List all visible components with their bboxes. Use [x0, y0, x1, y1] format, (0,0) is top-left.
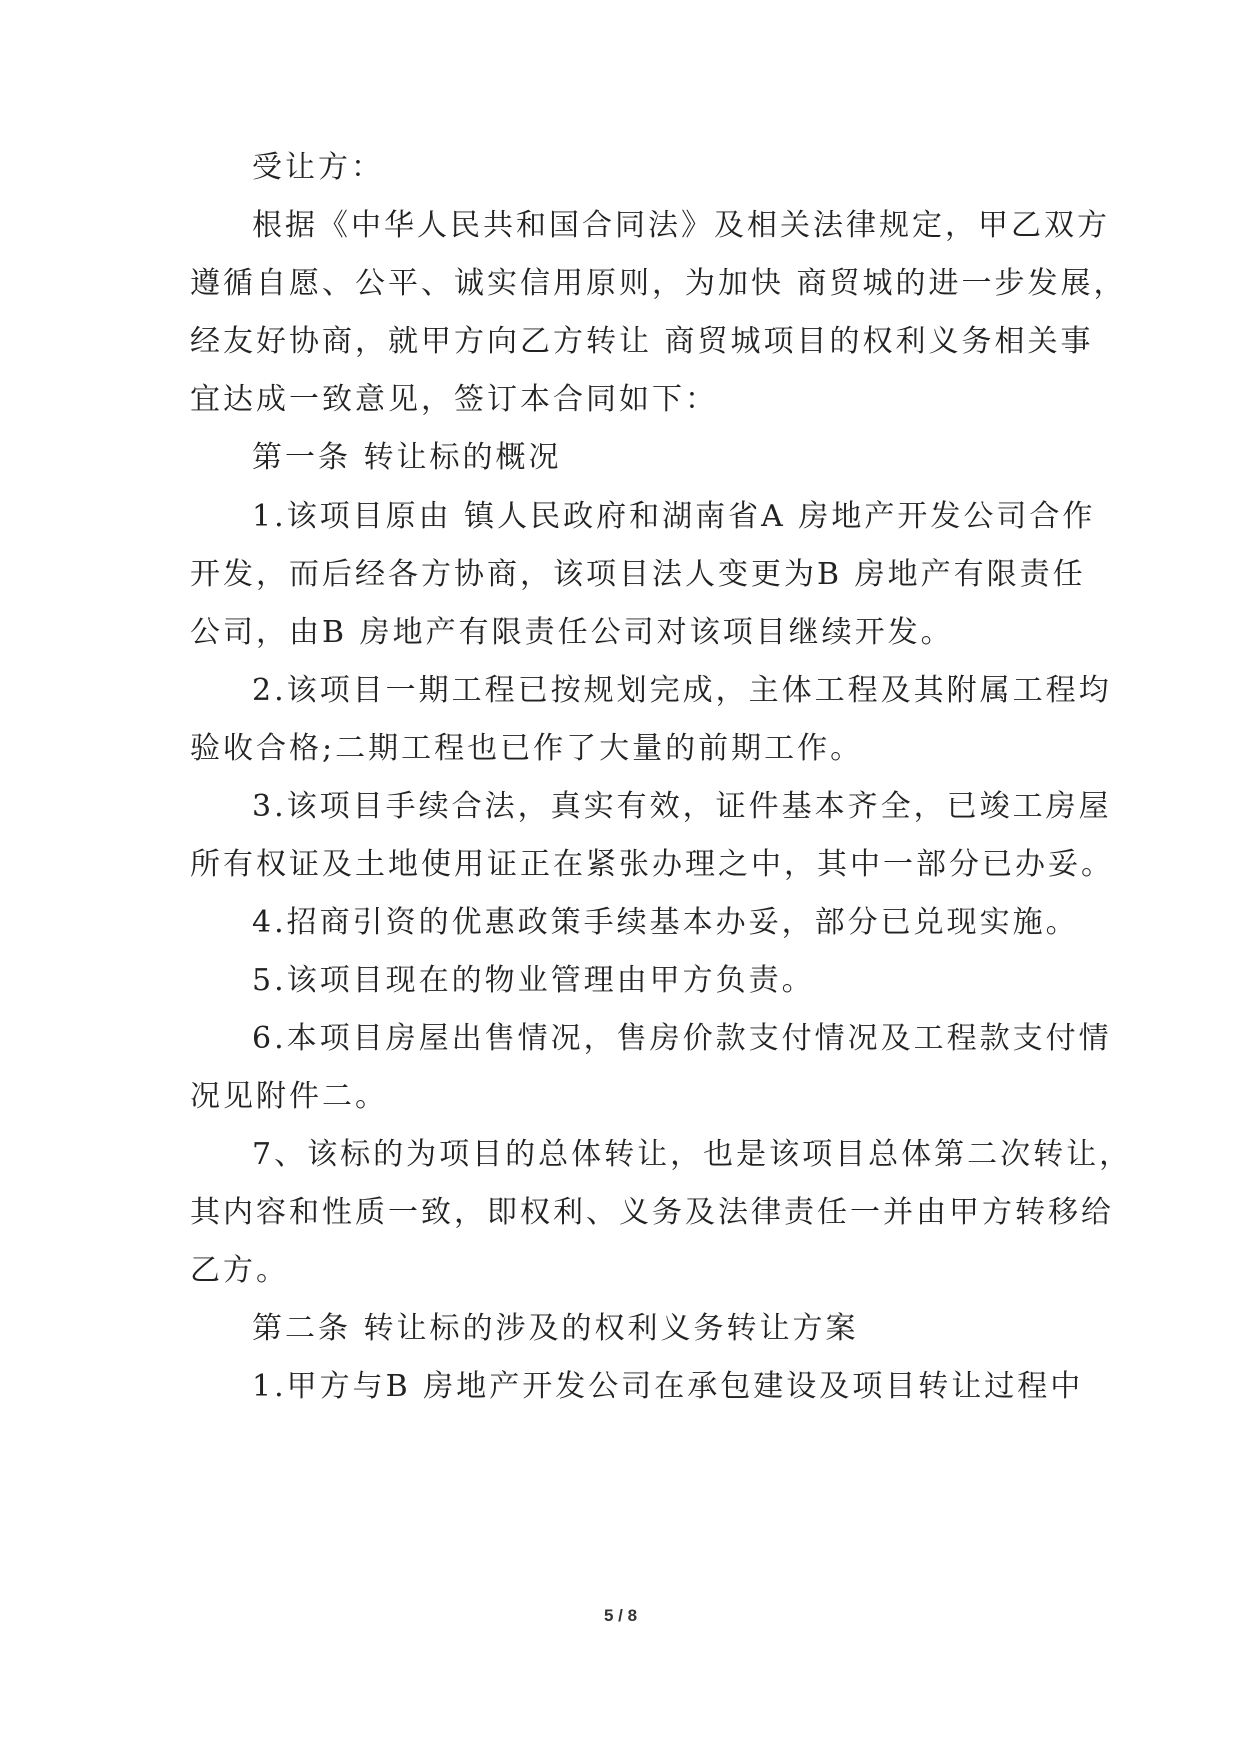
text-line: 其内容和性质一致，即权利、义务及法律责任一并由甲方转移给	[190, 1195, 1114, 1230]
section-heading: 第二条 转让标的涉及的权利义务转让方案	[252, 1311, 859, 1346]
text-line: 根据《中华人民共和国合同法》及相关法律规定，甲乙双方	[252, 208, 1110, 243]
text-line: 况见附件二。	[190, 1079, 388, 1114]
text-line: 宜达成一致意见，签订本合同如下：	[190, 382, 718, 417]
section-heading: 第一条 转让标的概况	[252, 440, 562, 475]
text-line: 6.本项目房屋出售情况，售房价款支付情况及工程款支付情	[252, 1021, 1112, 1056]
text-line: 2.该项目一期工程已按规划完成，主体工程及其附属工程均	[252, 673, 1112, 708]
text-line: 1.甲方与B 房地产开发公司在承包建设及项目转让过程中	[252, 1369, 1084, 1404]
text-line: 受让方：	[252, 150, 384, 185]
text-line: 经友好协商，就甲方向乙方转让 商贸城项目的权利义务相关事	[190, 324, 1094, 359]
text-line: 1.该项目原由 镇人民政府和湖南省A 房地产开发公司合作	[252, 499, 1096, 534]
text-line: 7、该标的为项目的总体转让，也是该项目总体第二次转让，	[252, 1137, 1133, 1172]
text-line: 公司，由B 房地产有限责任公司对该项目继续开发。	[190, 615, 954, 650]
text-line: 乙方。	[190, 1253, 289, 1288]
text-line: 4.招商引资的优惠政策手续基本办妥，部分已兑现实施。	[252, 905, 1079, 940]
text-line: 5.该项目现在的物业管理由甲方负责。	[252, 963, 815, 998]
text-line: 3.该项目手续合法，真实有效，证件基本齐全，已竣工房屋	[252, 789, 1112, 824]
page-number: 5 / 8	[603, 1606, 638, 1625]
text-line: 遵循自愿、公平、诚实信用原则，为加快 商贸城的进一步发展，	[190, 266, 1127, 301]
text-line: 所有权证及土地使用证正在紧张办理之中，其中一部分已办妥。	[190, 847, 1114, 882]
text-line: 开发，而后经各方协商，该项目法人变更为B 房地产有限责任	[190, 557, 1086, 592]
text-line: 验收合格;二期工程也已作了大量的前期工作。	[190, 731, 864, 766]
